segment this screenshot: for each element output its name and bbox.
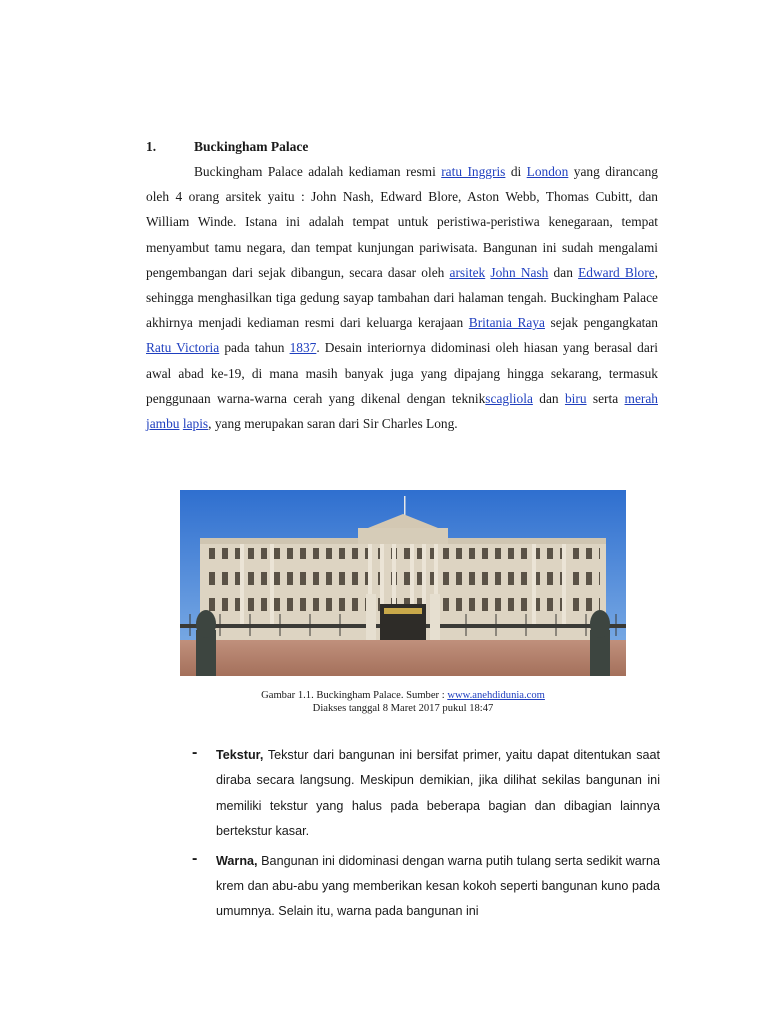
bullet-text (216, 849, 660, 925)
bullet-list (190, 743, 660, 929)
link-scagliola[interactable]: scagliola (485, 390, 533, 406)
link-britania-raya[interactable]: Britania Raya (468, 315, 545, 331)
section-title: Buckingham Palace (194, 139, 309, 154)
text-run: , sehingga menghasilkan tiga gedung sayap tambahan dari halaman tengah. Buckingham Palace akhirnya menjadi kediaman resmi dari keluarga kerajaan (146, 264, 658, 331)
text-run: di (505, 164, 527, 179)
bullet-body: Tekstur dari bangunan ini bersifat primer, yaitu dapat ditentukan saat diraba secara langsung. Meskipun demikian, jika dilihat sekilas bangunan ini memiliki tekstur yang halus pada beberapa bagian dan dibagian lainnya bertekstur kasar. (216, 748, 660, 839)
caption-line-2: Diakses tanggal 8 Maret 2017 pukul 18:47 (312, 702, 494, 714)
link-edward-blore[interactable]: Edward Blore (578, 264, 655, 280)
text-run: dan (532, 390, 565, 406)
caption-line-1 (180, 690, 626, 703)
link-lapis[interactable]: lapis (182, 416, 209, 432)
section-heading (146, 139, 666, 155)
link-john-nash[interactable]: John Nash (490, 264, 549, 280)
caption-text: Gambar 1.1. Buckingham Palace. Sumber : (261, 690, 448, 701)
bullet-body: Bangunan ini didominasi dengan warna putih tulang serta sedikit warna krem dan abu-abu yang memberikan kesan kokoh seperti bangunan kuno pada umumnya. Selain itu, warna pada bangunan ini (216, 853, 660, 919)
text-run: , yang merupakan saran dari Sir Charles Long. (208, 416, 458, 432)
list-item (190, 743, 660, 845)
bullet-term: Tekstur, (216, 748, 264, 762)
text-run: serta (586, 390, 625, 406)
section-number: 1. (146, 139, 157, 154)
text-run: . Desain interiornya didominasi oleh hiasan yang berasal dari awal abad ke-19, di mana masih banyak juga yang dipajang hingga sekarang, termasuk penggunaan warna-warna cerah yang dikenal dengan teknik (146, 340, 659, 406)
link-1837[interactable]: 1837 (289, 340, 317, 356)
bullet-term: Warna, (216, 853, 258, 868)
text-run: dan (548, 264, 579, 280)
list-item (190, 849, 660, 925)
bullet-text (216, 743, 660, 845)
bullet-marker: - (192, 744, 198, 761)
link-arsitek[interactable]: arsitek (449, 264, 486, 280)
body-paragraph (146, 159, 658, 436)
text-run: pada tahun (219, 340, 290, 356)
link-london[interactable]: London (526, 164, 569, 179)
text-run: yang dirancang oleh 4 orang arsitek yaitu : John Nash, Edward Blore, Aston Webb, Thomas Cubitt, dan William Winde. Istana ini adalah tempat untuk peristiwa-peristiwa kenegaraan, tempat menyambut tamu negara, dan tempat kunjungan pariwisata. Bangunan ini sudah mengalami pengembangan dari sejak dibangun, secara dasar oleh (146, 164, 658, 280)
bullet-marker: - (192, 849, 198, 867)
caption-source-link[interactable]: www.anehdidunia.com (447, 690, 545, 701)
buckingham-palace-photo (180, 490, 626, 676)
text-run: sejak pengangkatan (544, 315, 658, 331)
link-biru[interactable]: biru (564, 390, 587, 406)
text-run: Buckingham Palace adalah kediaman resmi (194, 164, 442, 179)
link-merah-jambu[interactable]: merah jambu (146, 390, 658, 432)
link-ratu-inggris[interactable]: ratu Inggris (441, 164, 506, 179)
link-ratu-victoria[interactable]: Ratu Victoria (146, 340, 220, 356)
figure-caption (180, 690, 626, 715)
